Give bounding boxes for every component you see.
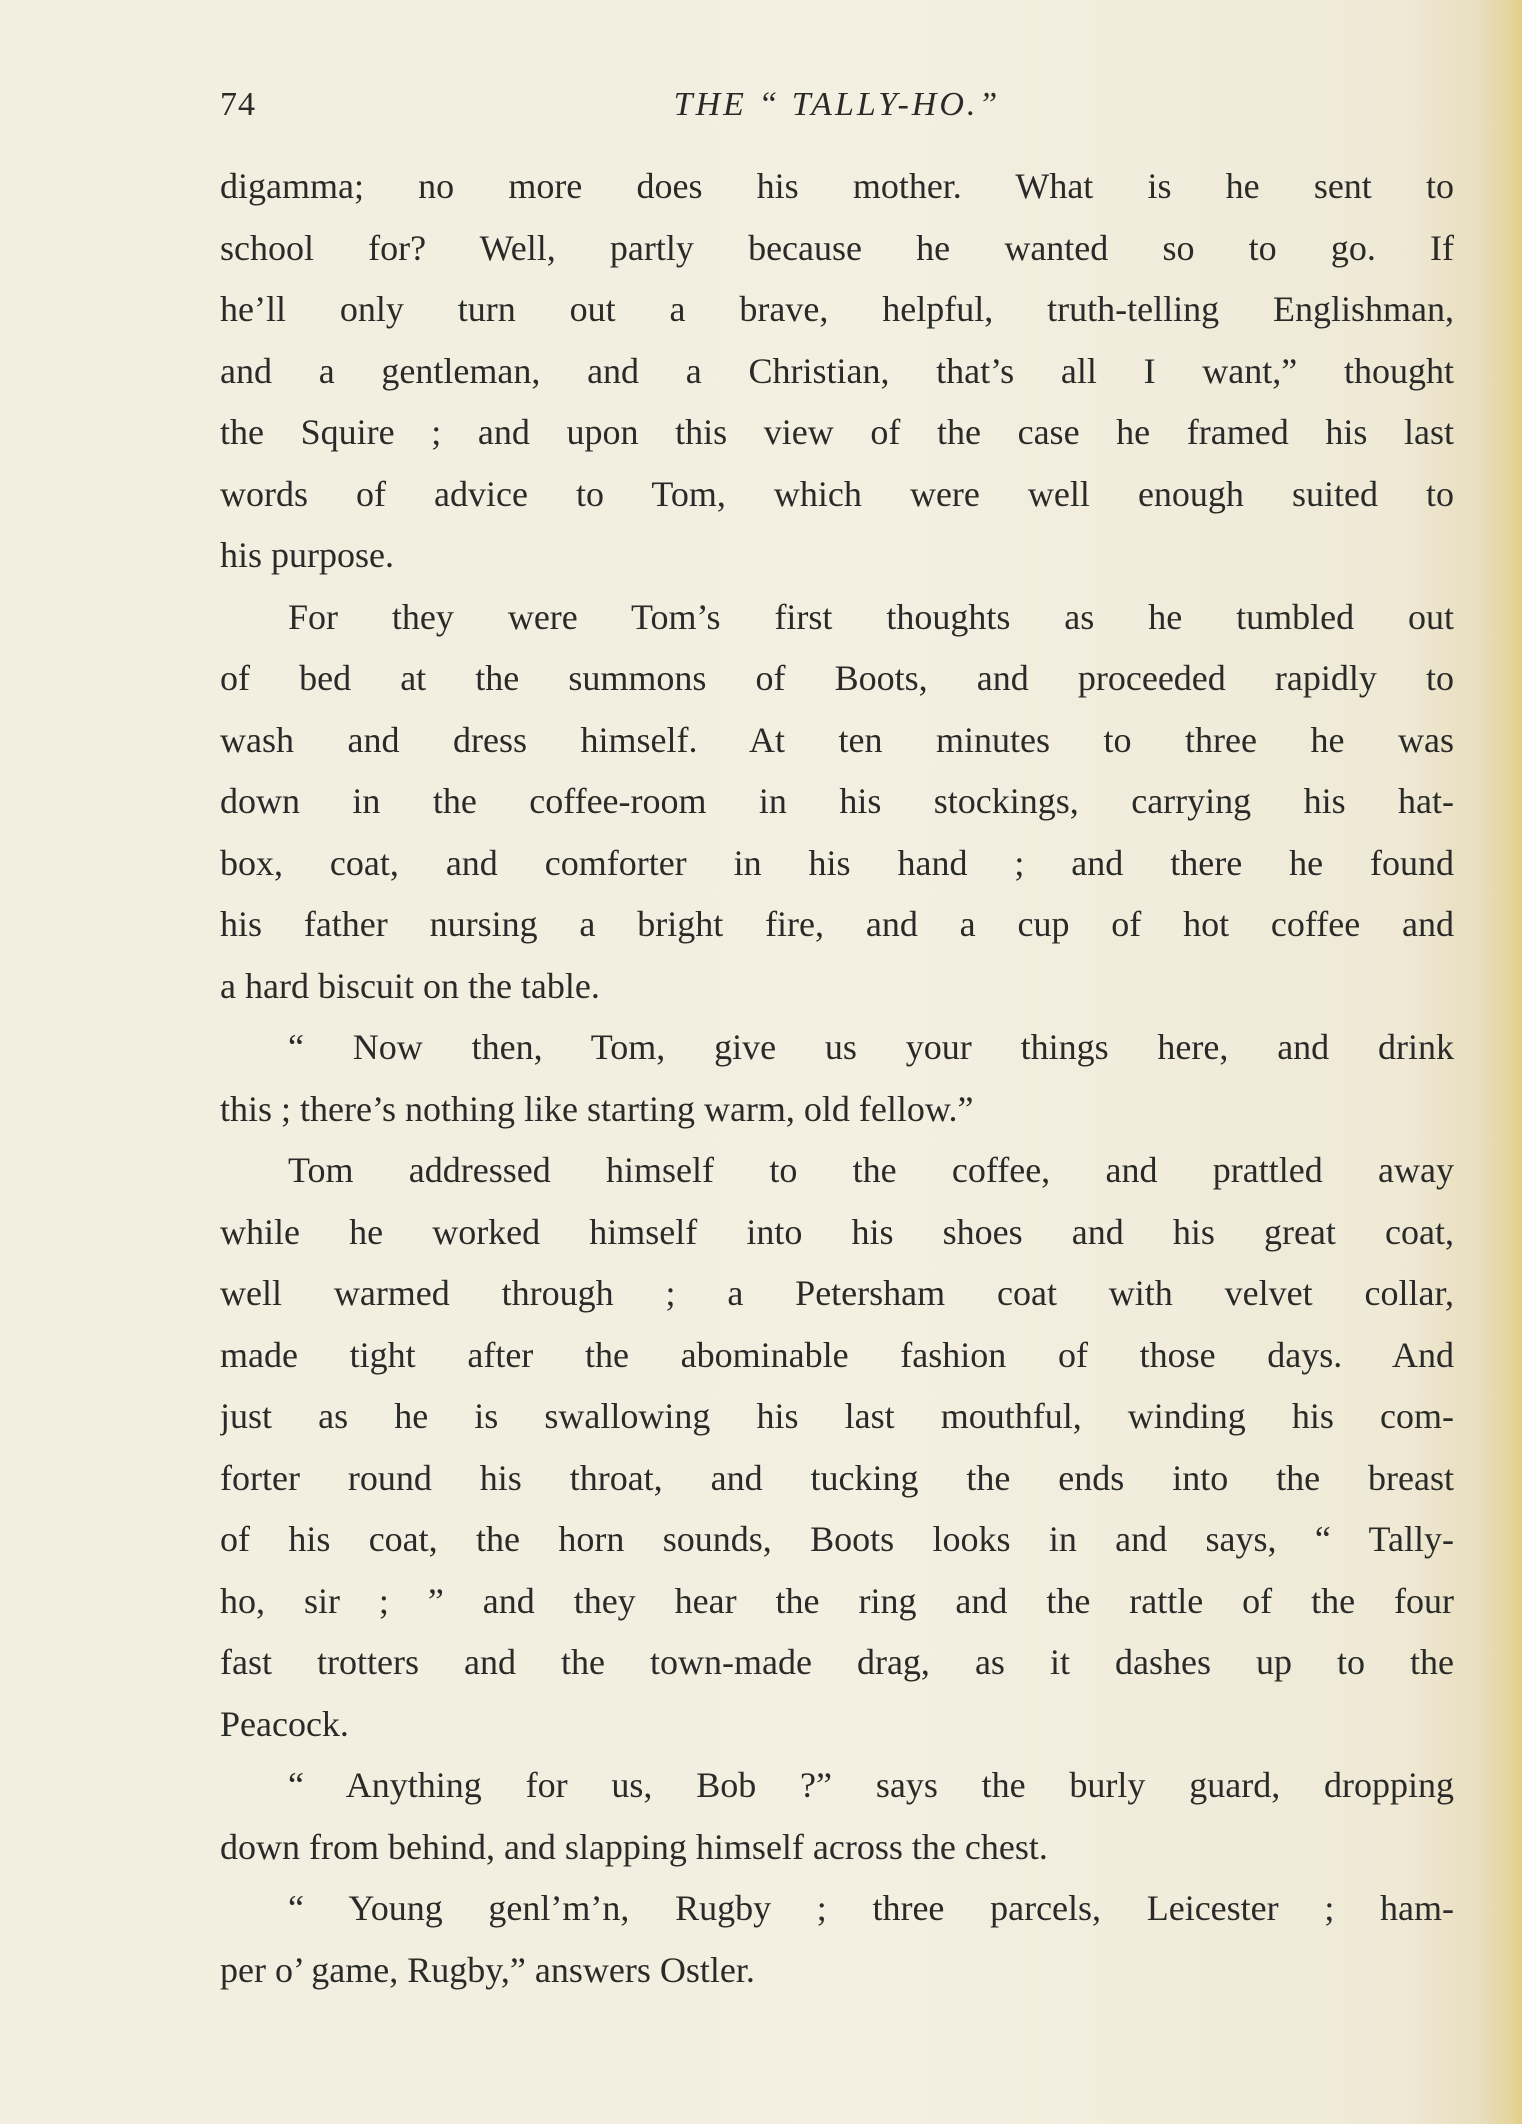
text-line: while he worked himself into his shoes and his great coat, <box>220 1211 1454 1252</box>
running-title: THE “ TALLY-HO.” <box>673 86 1001 123</box>
text-line: forter round his throat, and tucking the ends into the breast <box>220 1457 1454 1498</box>
text-line: down from behind, and slapping himself across the chest. <box>220 1826 1048 1867</box>
text-line: well warmed through ; a Petersham coat with velvet collar, <box>220 1273 1454 1313</box>
text-line: For they were Tom’s first thoughts as he tumbled out <box>288 596 1454 637</box>
text-line: digamma; no more does his mother. What is he sent to <box>220 166 1454 206</box>
text-line: “ Young genl’m’n, Rugby ; three parcels, Leicester ; ham- <box>288 1888 1454 1928</box>
text-line: Tom addressed himself to the coffee, and prattled away <box>288 1150 1454 1190</box>
text-line: “ Anything for us, Bob ?” says the burly guard, dropping <box>288 1765 1454 1805</box>
text-line: school for? Well, partly because he wanted so to go. If <box>220 227 1454 268</box>
text-line: box, coat, and comforter in his hand ; and there he found <box>220 842 1454 883</box>
text-line: per o’ game, Rugby,” answers Ostler. <box>220 1949 755 1990</box>
running-head <box>220 86 1454 136</box>
text-line: his purpose. <box>220 535 394 575</box>
page-number: 74 <box>220 86 256 123</box>
text-line: his father nursing a bright fire, and a cup of hot coffee and <box>220 904 1454 944</box>
text-line: this ; there’s nothing like starting warm, old fellow.” <box>220 1088 974 1129</box>
text-line: of his coat, the horn sounds, Boots looks in and says, “ Tally- <box>220 1519 1454 1559</box>
text-line: fast trotters and the town-made drag, as it dashes up to the <box>220 1642 1454 1682</box>
text-line: just as he is swallowing his last mouthful, winding his com- <box>220 1396 1454 1436</box>
text-line: down in the coffee-room in his stockings, carrying his hat- <box>220 781 1454 821</box>
text-line: wash and dress himself. At ten minutes to three he was <box>220 719 1454 760</box>
text-line: ho, sir ; ” and they hear the ring and the rattle of the four <box>220 1580 1454 1621</box>
text-line: made tight after the abominable fashion of those days. And <box>220 1334 1454 1375</box>
text-line: words of advice to Tom, which were well enough suited to <box>220 473 1454 514</box>
text-line: “ Now then, Tom, give us your things here, and drink <box>288 1027 1454 1067</box>
text-line: and a gentleman, and a Christian, that’s all I want,” thought <box>220 350 1454 391</box>
text-line: Peacock. <box>220 1703 349 1744</box>
text-line: he’ll only turn out a brave, helpful, truth-telling Englishman, <box>220 289 1454 329</box>
body-text <box>220 156 1454 2001</box>
page-edge-shading <box>1488 0 1522 2124</box>
text-line: of bed at the summons of Boots, and proceeded rapidly to <box>220 658 1454 698</box>
text-line: a hard biscuit on the table. <box>220 965 600 1006</box>
text-line: the Squire ; and upon this view of the case he framed his last <box>220 412 1454 452</box>
